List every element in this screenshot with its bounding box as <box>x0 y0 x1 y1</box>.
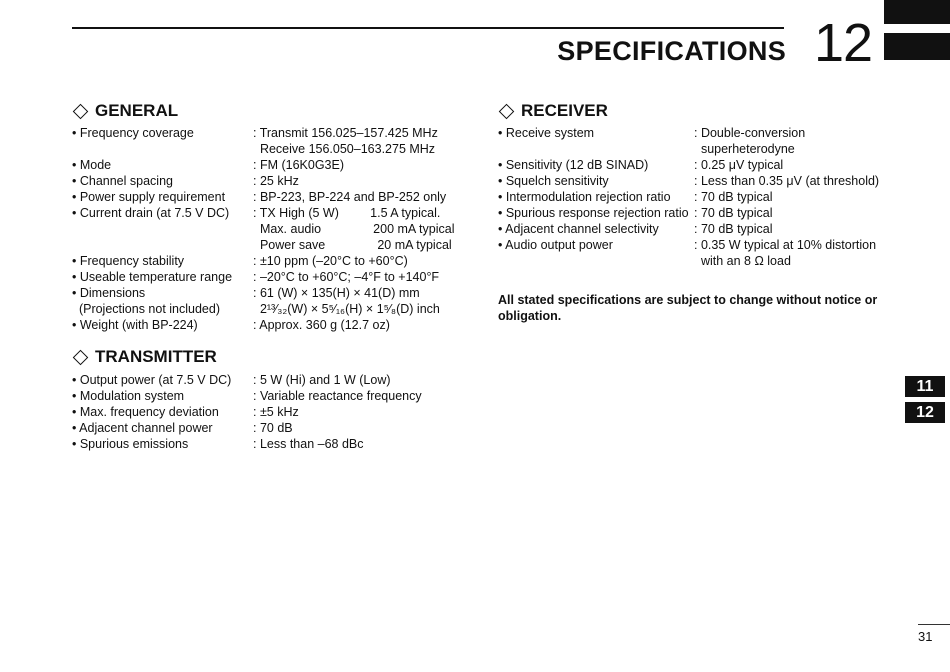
spec-value: : 70 dB typical <box>694 190 773 204</box>
spec-row <box>72 125 454 141</box>
header-rule <box>72 27 784 29</box>
chapter-tab-bar <box>884 33 950 60</box>
section-heading-receiver <box>498 101 608 121</box>
spec-row <box>72 269 454 285</box>
spec-value: Power save 20 mA typical <box>253 238 452 252</box>
spec-label: • Useable temperature range <box>72 270 233 284</box>
diamond-icon <box>73 104 89 120</box>
spec-row <box>72 189 454 205</box>
spec-label: • Weight (with BP-224) <box>72 318 198 332</box>
spec-label: • Frequency stability <box>72 254 185 268</box>
specifications-notice: All stated specifications are subject to change without notice or obligation. <box>498 293 878 323</box>
spec-value: : Approx. 360 g (12.7 oz) <box>253 318 390 332</box>
spec-label: • Adjacent channel power <box>72 421 213 435</box>
spec-label: • Spurious emissions <box>72 437 189 451</box>
spec-value: : ±10 ppm (–20°C to +60°C) <box>253 254 408 268</box>
spec-value: : 5 W (Hi) and 1 W (Low) <box>253 373 391 387</box>
spec-label: • Receive system <box>498 126 595 140</box>
spec-label: • Max. frequency deviation <box>72 405 219 419</box>
page-number: 31 <box>918 629 933 644</box>
spec-value: : ±5 kHz <box>253 405 299 419</box>
spec-label: • Modulation system <box>72 389 185 403</box>
section-heading-label: GENERAL <box>95 101 179 120</box>
spec-label: • Frequency coverage <box>72 126 194 140</box>
chapter-tab-top <box>884 0 950 24</box>
chapter-number: 12 <box>814 13 873 73</box>
spec-row <box>498 221 879 237</box>
page-title: SPECIFICATIONS <box>557 36 786 66</box>
spec-label: • Intermodulation rejection ratio <box>498 190 671 204</box>
section-heading-label: TRANSMITTER <box>95 347 217 366</box>
spec-label: • Adjacent channel selectivity <box>498 222 659 236</box>
spec-row <box>72 253 454 269</box>
spec-row <box>72 317 454 333</box>
receiver-spec-list <box>498 125 879 269</box>
general-spec-list <box>72 125 454 333</box>
spec-label: • Squelch sensitivity <box>498 174 609 188</box>
spec-row <box>498 125 879 141</box>
spec-row <box>498 173 879 189</box>
spec-row <box>498 157 879 173</box>
spec-value: : 70 dB typical <box>694 206 773 220</box>
spec-label: (Projections not included) <box>72 302 220 316</box>
spec-row <box>72 301 454 317</box>
spec-label <box>72 237 253 253</box>
spec-label <box>72 141 253 157</box>
spec-value: : BP-223, BP-224 and BP-252 only <box>253 190 447 204</box>
spec-value: : 25 kHz <box>253 174 299 188</box>
section-heading-transmitter <box>72 347 217 367</box>
spec-value: : TX High (5 W) 1.5 A typical. <box>253 206 441 220</box>
spec-label: • Power supply requirement <box>72 190 226 204</box>
spec-label: • Output power (at 7.5 V DC) <box>72 373 232 387</box>
spec-row <box>72 141 454 157</box>
spec-row <box>72 205 454 221</box>
spec-row <box>72 404 422 420</box>
diamond-icon <box>73 350 89 366</box>
spec-label <box>498 141 694 157</box>
spec-value: superheterodyne <box>694 142 795 156</box>
spec-label: • Spurious response rejection ratio <box>498 206 689 220</box>
spec-value: with an 8 Ω load <box>694 254 791 268</box>
spec-row <box>72 420 422 436</box>
spec-label: • Channel spacing <box>72 174 173 188</box>
spec-value: : 70 dB typical <box>694 222 773 236</box>
spec-label: • Dimensions <box>72 286 146 300</box>
spec-row <box>498 205 879 221</box>
spec-row <box>498 141 879 157</box>
spec-value: : Double-conversion <box>694 126 806 140</box>
spec-value: : FM (16K0G3E) <box>253 158 344 172</box>
spec-row <box>72 173 454 189</box>
spec-row <box>498 237 879 253</box>
spec-label: • Mode <box>72 158 112 172</box>
transmitter-spec-list <box>72 372 422 452</box>
spec-value: : 70 dB <box>253 421 293 435</box>
spec-label: • Audio output power <box>498 238 613 252</box>
spec-value: : Variable reactance frequency <box>253 389 422 403</box>
section-tab-11[interactable]: 11 <box>905 376 945 397</box>
section-tab-12[interactable]: 12 <box>905 402 945 423</box>
spec-row <box>72 372 422 388</box>
spec-value: : 0.25 μV typical <box>694 158 784 172</box>
spec-value: : 0.35 W typical at 10% distortion <box>694 238 877 252</box>
spec-value: 2¹³⁄₃₂(W) × 5⁵⁄₁₆(H) × 1⁵⁄₈(D) inch <box>253 302 440 316</box>
section-heading-label: RECEIVER <box>521 101 608 120</box>
spec-row <box>72 436 422 452</box>
spec-row <box>72 157 454 173</box>
spec-row <box>72 285 454 301</box>
spec-value: Max. audio 200 mA typical <box>253 222 455 236</box>
spec-row <box>72 237 454 253</box>
spec-label: • Sensitivity (12 dB SINAD) <box>498 158 649 172</box>
spec-value: : Less than –68 dBc <box>253 437 364 451</box>
spec-value: : Transmit 156.025–157.425 MHz <box>253 126 438 140</box>
spec-row <box>72 388 422 404</box>
spec-value: : 61 (W) × 135(H) × 41(D) mm <box>253 286 420 300</box>
spec-label <box>498 253 694 269</box>
spec-value: : Less than 0.35 μV (at threshold) <box>694 174 880 188</box>
spec-row <box>72 221 454 237</box>
spec-label <box>72 221 253 237</box>
spec-value: Receive 156.050–163.275 MHz <box>253 142 436 156</box>
spec-label: • Current drain (at 7.5 V DC) <box>72 206 230 220</box>
spec-row <box>498 189 879 205</box>
spec-row <box>498 253 879 269</box>
spec-value: : –20°C to +60°C; –4°F to +140°F <box>253 270 440 284</box>
section-heading-general <box>72 101 178 121</box>
diamond-icon <box>499 104 515 120</box>
page-number-rule <box>918 624 950 625</box>
